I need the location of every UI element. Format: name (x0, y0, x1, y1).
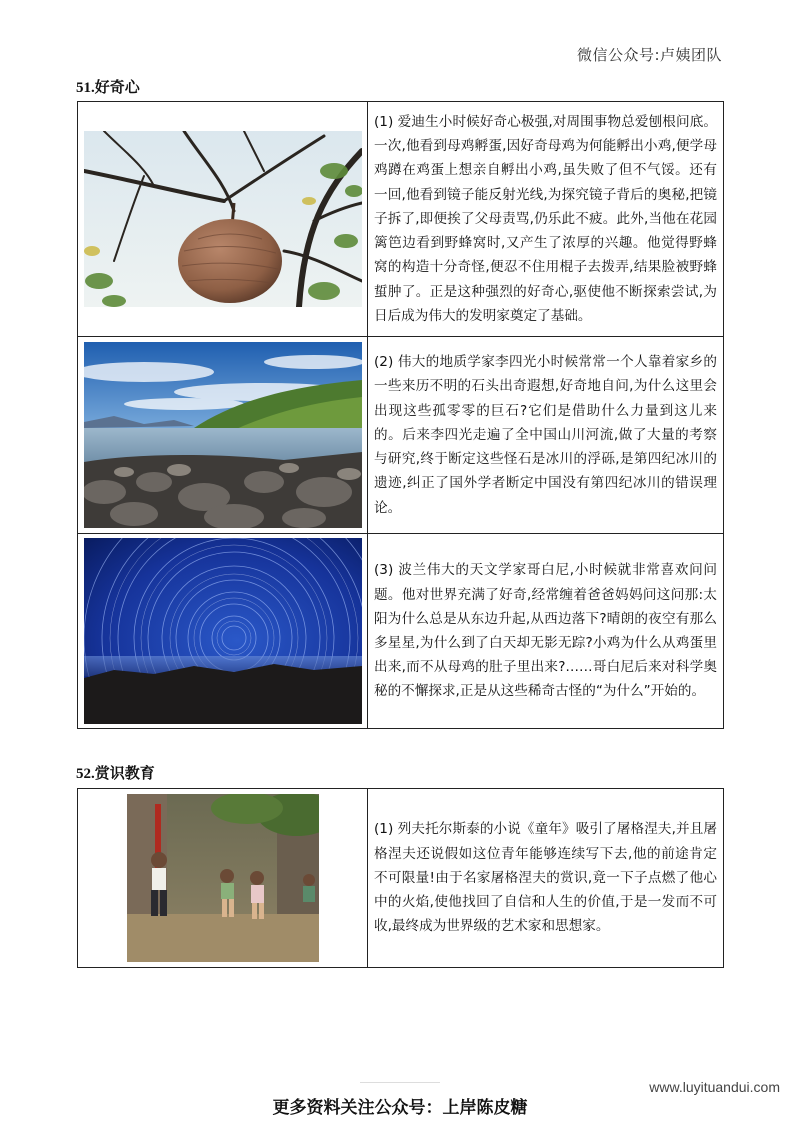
section-title-curiosity: 51.好奇心 (76, 80, 140, 96)
wasp-nest-on-branch-photo (84, 131, 362, 307)
table-row (78, 102, 724, 337)
footer-url: www.luyituandui.com (649, 1079, 780, 1095)
appreciation-entry-1-text: (1) 列夫托尔斯泰的小说《童年》吸引了屠格涅夫,并且屠格涅夫还说假如这位青年能够连续写下去,他的前途肯定不可限量!由于名家屠格涅夫的赏识,竟一下子点燃了他心中的火焰,使他找回了自信和人生的价值,于是一发而不可收,最终成为世界级的艺术家和思想家。 (368, 789, 724, 968)
curiosity-entry-1-text: (1) 爱迪生小时候好奇心极强,对周围事物总爱刨根问底。一次,他看到母鸡孵蛋,因好奇母鸡为何能孵出小鸡,便学母鸡蹲在鸡蛋上想亲自孵出小鸡,虽失败了但不气馁。还有一回,他看到镜子能反射光线,为探究镜子背后的奥秘,把镜子拆了,即便挨了父母责骂,仍乐此不疲。此外,当他在花园篱笆边看到野蜂窝时,又产生了浓厚的兴趣。他觉得野蜂窝的构造十分奇怪,便忍不住用棍子去拨弄,结果脸被野蜂蜇肿了。正是这种强烈的好奇心,驱使他不断探索尝试,为日后成为伟大的发明家奠定了基础。 (368, 102, 724, 337)
table-row (78, 789, 724, 968)
footer-divider (360, 1082, 440, 1083)
footer-note: 更多资料关注公众号：上岸陈皮糖 (272, 1098, 528, 1118)
star-trails-night-sky-photo (84, 538, 362, 724)
rocky-lakeshore-photo (84, 342, 362, 528)
section-title-appreciation: 52.赏识教育 (76, 766, 155, 782)
curiosity-table (77, 101, 724, 729)
children-running-in-alley-photo (127, 794, 319, 962)
appreciation-table (77, 788, 724, 968)
curiosity-entry-3-text: (3) 波兰伟大的天文学家哥白尼,小时候就非常喜欢问问题。他对世界充满了好奇,经常缠着爸爸妈妈问这问那:太阳为什么总是从东边升起,从西边落下?晴朗的夜空有那么多星星,为什么到了白天却无影无踪?小鸡为什么从鸡蛋里出来,而不从母鸡的肚子里出来?……哥白尼后来对科学奥秘的不懈探求,正是从这些稀奇古怪的“为什么”开始的。 (368, 534, 724, 729)
header-account: 微信公众号:卢姨团队 (576, 46, 722, 64)
table-row (78, 337, 724, 534)
table-row (78, 534, 724, 729)
curiosity-entry-2-text: (2) 伟大的地质学家李四光小时候常常一个人靠着家乡的一些来历不明的石头出奇遐想,好奇地自问,为什么这里会出现这些孤零零的巨石?它们是借助什么力量到这儿来的。后来李四光走遍了全中国山川河流,做了大量的考察与研究,终于断定这些怪石是冰川的浮砾,是第四纪冰川的遗迹,纠正了国外学者断定中国没有第四纪冰川的错误理论。 (368, 337, 724, 534)
